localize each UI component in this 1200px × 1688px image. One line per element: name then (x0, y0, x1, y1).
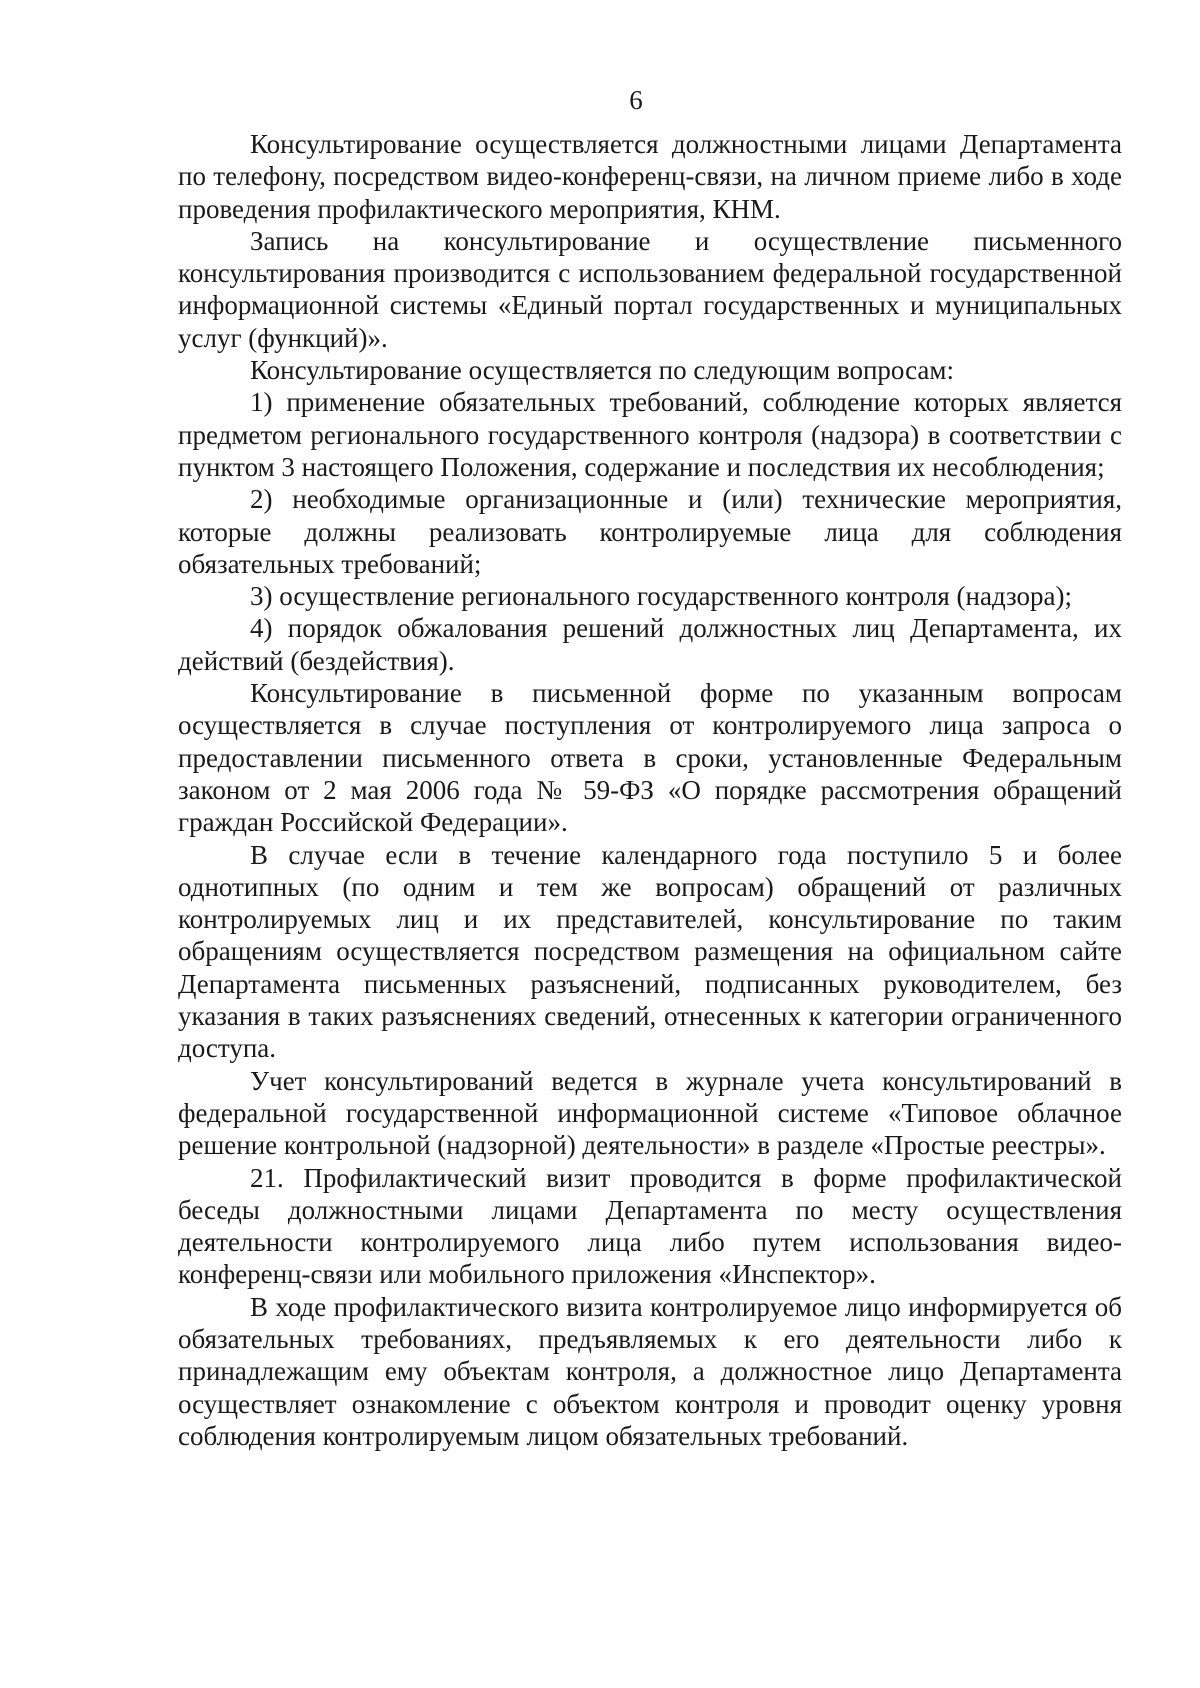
paragraph-21-preventive-visit: 21. Профилактический визит проводится в форме профилактической беседы должностными лицами Департамента по месту осуществления деятельности контролируемого лица либо путем использования видео-конференц-связи или мобильного приложения «Инспектор». (178, 1162, 1122, 1290)
document-body (178, 128, 1122, 1452)
paragraph-consulting-methods: Консультирование осуществляется должностными лицами Департамента по телефону, посредством видео-конференц-связи, на личном приеме либо в ходе проведения профилактического мероприятия, КНМ. (178, 129, 1122, 224)
paragraph-visit-procedure: В ходе профилактического визита контролируемое лицо информируется об обязательных требованиях, предъявляемых к его деятельности либо к принадлежащим ему объектам контроля, а должностное лицо Департамента осуществляет ознакомление с объектом контроля и проводит оценку уровня соблюдения контролируемым лицом обязательных требований. (178, 1291, 1122, 1451)
list-item-topic-2: 2) необходимые организационные и (или) технические мероприятия, которые должны реализовать контролируемые лица для соблюдения обязательных требований; (178, 484, 1122, 579)
paragraph-similar-requests: В случае если в течение календарного года поступило 5 и более однотипных (по одним и тем же вопросам) обращений от различных контролируемых лиц и их представителей, консультирование по таким обращениям осуществляется посредством размещения на официальном сайте Департамента письменных разъяснений, подписанных руководителем, без указания в таких разъяснениях сведений, отнесенных к категории ограниченного доступа. (178, 839, 1122, 1064)
paragraph-consulting-registration: Запись на консультирование и осуществление письменного консультирования производится с использованием федеральной государственной информационной системы «Единый портал государственных и муниципальных услуг (функций)». (178, 225, 1122, 353)
paragraph-consulting-journal: Учет консультирований ведется в журнале учета консультирований в федеральной государственной информационной системе «Типовое облачное решение контрольной (надзорной) деятельности» в разделе «Простые реестры». (178, 1065, 1122, 1161)
list-item-topic-3: 3) осуществление регионального государственного контроля (надзора); (250, 581, 1073, 612)
page-number: 6 (629, 85, 643, 115)
list-item-topic-1: 1) применение обязательных требований, соблюдение которых является предметом регионального государственного контроля (надзора) в соответствии с пунктом 3 настоящего Положения, содержание и последствия их несоблюдения; (178, 387, 1122, 482)
paragraph-consulting-topics-intro: Консультирование осуществляется по следующим вопросам: (250, 355, 954, 386)
paragraph-written-consulting: Консультирование в письменной форме по указанным вопросам осуществляется в случае поступления от контролируемого лица запроса о предоставлении письменного ответа в сроки, установленные Федеральным законом от 2 мая 2006 года № 59-ФЗ «О порядке рассмотрения обращений граждан Российской Федерации». (178, 678, 1122, 838)
list-item-topic-4: 4) порядок обжалования решений должностных лиц Департамента, их действий (бездействия). (178, 613, 1122, 676)
